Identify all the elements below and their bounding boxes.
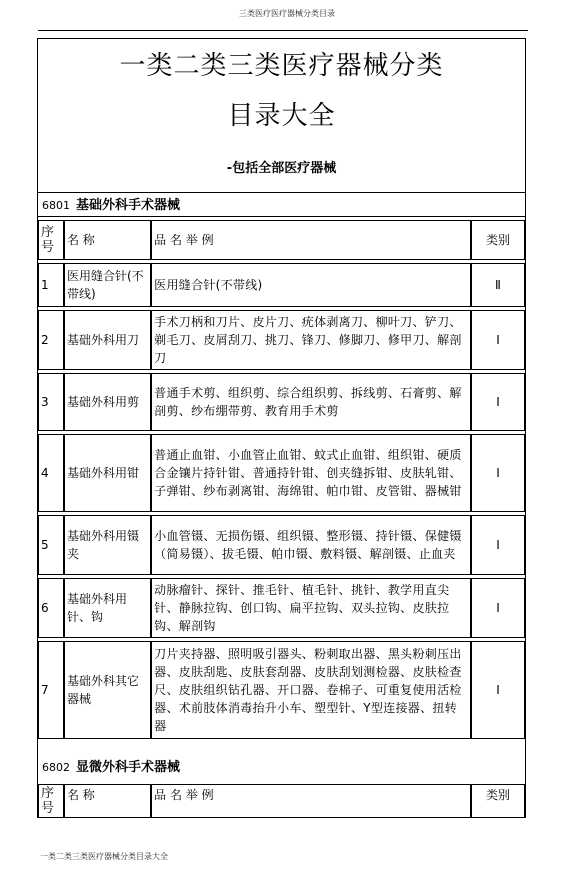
row-class: Ⅱ [471,263,525,307]
header-class: 类别 [471,220,525,260]
row-name: 基础外科用剪 [64,373,151,431]
header-no: 序号 [38,220,64,260]
section-code: 6801 [42,199,70,212]
row-class: Ⅰ [471,434,525,512]
row-class: Ⅰ [471,310,525,370]
section-heading-6801 [37,192,526,217]
table-row [38,434,525,512]
row-class: Ⅰ [471,641,525,739]
row-class: Ⅰ [471,515,525,575]
row-examples: 普通手术剪、组织剪、综合组织剪、拆线剪、石膏剪、解剖剪、纱布绷带剪、教育用手术剪 [151,373,471,431]
row-name: 基础外科用镊夹 [64,515,151,575]
header-class: 类别 [471,784,525,818]
row-no: 1 [38,263,64,307]
document-body [37,38,526,818]
row-class: Ⅰ [471,373,525,431]
document-subtitle: -包括全部医疗器械 [226,161,337,176]
title-block [37,38,526,192]
table-row [38,373,525,431]
row-examples: 普通止血钳、小血管止血钳、蚊式止血钳、组织钳、硬质合金镶片持针钳、普通持针钳、创夹缝拆钳、皮肤轧钳、子弹钳、纱布剥离钳、海绵钳、帕巾钳、皮管钳、器械钳 [151,434,471,512]
header-name: 名 称 [64,784,151,818]
table-row [38,515,525,575]
row-no: 7 [38,641,64,739]
document-title-line-1: 一类二类三类医疗器械分类 [119,51,444,81]
row-examples: 刀片夹持器、照明吸引器头、粉刺取出器、黑头粉刺压出器、皮肤刮匙、皮肤套刮器、皮肤刮划测检器、皮肤检查尺、皮肤组织钻孔器、开口器、卷棉子、可重复使用活检器、术前肢体消毒抬升小车、塑型针、Y型连接器、扭转器 [151,641,471,739]
header-no: 序号 [38,784,64,818]
document-title-line-2: 目录大全 [227,101,336,131]
section-heading-6802 [37,753,526,781]
section-code: 6802 [42,761,70,774]
row-name: 基础外科用刀 [64,310,151,370]
row-name: 基础外科其它器械 [64,641,151,739]
table-row [38,641,525,739]
section-name: 基础外科手术器械 [76,198,181,213]
row-examples: 手术刀柄和刀片、皮片刀、疣体剥离刀、柳叶刀、铲刀、剃毛刀、皮屑刮刀、挑刀、锋刀、修脚刀、修甲刀、解剖刀 [151,310,471,370]
row-name: 医用缝合针(不带线) [64,263,151,307]
header-rule [38,30,528,31]
device-table-6801 [37,217,526,739]
row-no: 2 [38,310,64,370]
row-examples: 医用缝合针(不带线) [151,263,471,307]
table-header-row [38,784,525,818]
row-examples: 小血管镊、无损伤镊、组织镊、整形镊、持针镊、保健镊（简易镊）、拔毛镊、帕巾镊、敷料镊、解剖镊、止血夹 [151,515,471,575]
table-row [38,263,525,307]
table-row [38,310,525,370]
running-footer: 一类二类三类医疗器械分类目录大全 [40,852,168,861]
row-name: 基础外科用针、钩 [64,578,151,638]
header-examples: 品 名 举 例 [151,220,471,260]
row-no: 4 [38,434,64,512]
section-name: 显微外科手术器械 [76,760,181,775]
header-name: 名 称 [64,220,151,260]
row-class: Ⅰ [471,578,525,638]
row-examples: 动脉瘤针、探针、推毛针、植毛针、挑针、教学用直尖针、静脉拉钩、创口钩、扁平拉钩、双头拉钩、皮肤拉钩、解剖钩 [151,578,471,638]
header-examples: 品 名 举 例 [151,784,471,818]
running-header: 三类医疗医疗器械分类目录 [239,9,335,18]
row-no: 3 [38,373,64,431]
row-no: 6 [38,578,64,638]
table-header-row [38,220,525,260]
table-row [38,578,525,638]
section-gap [37,739,526,753]
device-table-6802 [37,781,526,818]
row-no: 5 [38,515,64,575]
row-name: 基础外科用钳 [64,434,151,512]
